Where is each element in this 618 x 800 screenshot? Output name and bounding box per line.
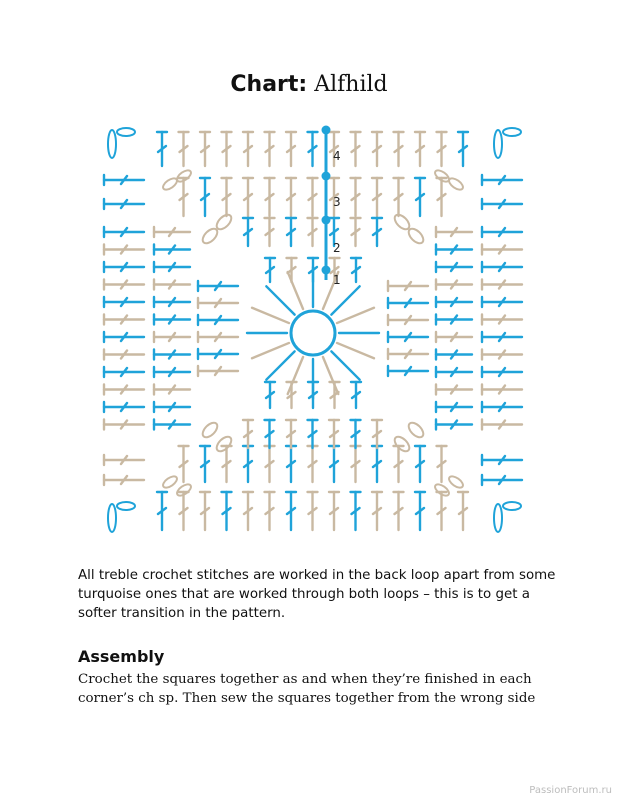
chain-stitch-116 bbox=[108, 504, 116, 532]
round1-treble-9 bbox=[252, 308, 289, 323]
treble-stitch-109 bbox=[482, 455, 522, 465]
treble-stitch-111 bbox=[482, 475, 522, 485]
treble-stitch-147 bbox=[351, 420, 361, 448]
treble-stitch-50 bbox=[329, 446, 339, 482]
chain-stitch-114 bbox=[494, 130, 502, 158]
treble-stitch-138 bbox=[265, 218, 275, 246]
round-start-dot-1 bbox=[322, 266, 331, 275]
treble-stitch-66 bbox=[482, 262, 522, 272]
round1-treble-3 bbox=[323, 357, 338, 394]
treble-stitch-36 bbox=[329, 492, 339, 530]
treble-stitch-41 bbox=[437, 492, 447, 530]
treble-stitch-77 bbox=[154, 315, 190, 325]
treble-stitch-30 bbox=[200, 492, 210, 530]
treble-stitch-171 bbox=[351, 382, 361, 408]
treble-stitch-43 bbox=[179, 446, 189, 482]
treble-stitch-57 bbox=[154, 227, 190, 237]
treble-stitch-158 bbox=[198, 349, 238, 359]
treble-stitch-170 bbox=[351, 258, 361, 282]
treble-stitch-151 bbox=[388, 281, 428, 291]
treble-stitch-48 bbox=[286, 446, 296, 482]
round1-treble-7 bbox=[252, 343, 289, 358]
treble-stitch-38 bbox=[372, 492, 382, 530]
treble-stitch-143 bbox=[308, 420, 318, 448]
treble-stitch-0 bbox=[157, 132, 167, 166]
treble-stitch-70 bbox=[482, 280, 522, 290]
round-start-dot-4 bbox=[322, 126, 331, 135]
treble-stitch-89 bbox=[154, 367, 190, 377]
chart-title bbox=[0, 70, 618, 100]
treble-stitch-139 bbox=[265, 420, 275, 448]
treble-stitch-27 bbox=[437, 178, 447, 216]
treble-stitch-67 bbox=[436, 262, 472, 272]
treble-stitch-11 bbox=[394, 132, 404, 166]
treble-stitch-16 bbox=[200, 178, 210, 216]
treble-stitch-26 bbox=[415, 178, 425, 216]
treble-stitch-103 bbox=[436, 420, 472, 430]
treble-stitch-152 bbox=[198, 298, 238, 308]
treble-stitch-25 bbox=[394, 178, 404, 216]
treble-stitch-29 bbox=[179, 492, 189, 530]
chain-stitch-115 bbox=[503, 128, 521, 136]
chain-stitch-125 bbox=[175, 482, 193, 498]
stitch-note: All treble crochet stitches are worked in the back loop apart from some turquoise ones that are worked through both loops – this is to get a softer transition in the pattern. bbox=[78, 568, 556, 621]
treble-stitch-49 bbox=[308, 446, 318, 482]
treble-stitch-37 bbox=[351, 492, 361, 530]
chain-stitch-126 bbox=[447, 474, 465, 490]
round1-treble-11 bbox=[288, 272, 303, 309]
treble-stitch-136 bbox=[243, 218, 253, 246]
treble-stitch-72 bbox=[104, 297, 144, 307]
round-label-3: 3 bbox=[333, 195, 341, 209]
round-start-dot-3 bbox=[322, 172, 331, 181]
treble-stitch-39 bbox=[394, 492, 404, 530]
treble-stitch-99 bbox=[436, 402, 472, 412]
treble-stitch-64 bbox=[104, 262, 144, 272]
treble-stitch-85 bbox=[154, 350, 190, 360]
treble-stitch-1 bbox=[179, 132, 189, 166]
treble-stitch-71 bbox=[436, 280, 472, 290]
round1-treble-5 bbox=[288, 357, 303, 394]
treble-stitch-34 bbox=[286, 492, 296, 530]
treble-stitch-157 bbox=[388, 332, 428, 342]
chain-stitch-133 bbox=[214, 434, 234, 454]
treble-stitch-159 bbox=[388, 349, 428, 359]
treble-stitch-65 bbox=[154, 262, 190, 272]
treble-stitch-93 bbox=[154, 385, 190, 395]
treble-stitch-47 bbox=[265, 446, 275, 482]
treble-stitch-56 bbox=[104, 227, 144, 237]
chain-stitch-117 bbox=[117, 502, 135, 510]
chain-stitch-119 bbox=[503, 502, 521, 510]
round-start-dot-2 bbox=[322, 216, 331, 225]
chain-stitch-135 bbox=[392, 434, 412, 454]
treble-stitch-13 bbox=[437, 132, 447, 166]
treble-stitch-101 bbox=[154, 420, 190, 430]
chain-stitch-123 bbox=[433, 168, 451, 184]
treble-stitch-84 bbox=[104, 350, 144, 360]
treble-stitch-4 bbox=[243, 132, 253, 166]
treble-stitch-9 bbox=[351, 132, 361, 166]
treble-stitch-15 bbox=[179, 178, 189, 216]
treble-stitch-92 bbox=[104, 385, 144, 395]
treble-stitch-46 bbox=[243, 446, 253, 482]
treble-stitch-107 bbox=[482, 199, 522, 209]
treble-stitch-6 bbox=[286, 132, 296, 166]
treble-stitch-142 bbox=[308, 218, 318, 246]
treble-stitch-110 bbox=[104, 475, 144, 485]
treble-stitch-73 bbox=[154, 297, 190, 307]
treble-stitch-74 bbox=[482, 297, 522, 307]
treble-stitch-5 bbox=[265, 132, 275, 166]
chain-stitch-113 bbox=[117, 128, 135, 136]
round1-treble-2 bbox=[331, 351, 359, 379]
treble-stitch-28 bbox=[157, 492, 167, 530]
treble-stitch-90 bbox=[482, 367, 522, 377]
treble-stitch-10 bbox=[372, 132, 382, 166]
treble-stitch-162 bbox=[265, 258, 275, 282]
treble-stitch-44 bbox=[200, 446, 210, 482]
treble-stitch-91 bbox=[436, 367, 472, 377]
treble-stitch-24 bbox=[372, 178, 382, 216]
treble-stitch-7 bbox=[308, 132, 318, 166]
treble-stitch-153 bbox=[388, 298, 428, 308]
round1-treble-6 bbox=[266, 351, 294, 379]
treble-stitch-154 bbox=[198, 315, 238, 325]
treble-stitch-150 bbox=[198, 281, 238, 291]
assembly-text: Crochet the squares together as and when they’re finished in each corner’s ch sp. Then sew the squares together from the wrong side bbox=[78, 672, 536, 706]
treble-stitch-42 bbox=[458, 492, 468, 530]
treble-stitch-148 bbox=[372, 218, 382, 246]
chain-stitch-134 bbox=[406, 420, 426, 440]
round1-treble-15 bbox=[337, 308, 374, 323]
treble-stitch-2 bbox=[200, 132, 210, 166]
treble-stitch-82 bbox=[482, 332, 522, 342]
treble-stitch-140 bbox=[286, 218, 296, 246]
treble-stitch-23 bbox=[351, 178, 361, 216]
treble-stitch-161 bbox=[388, 366, 428, 376]
treble-stitch-76 bbox=[104, 315, 144, 325]
round1-treble-14 bbox=[331, 286, 359, 314]
treble-stitch-20 bbox=[286, 178, 296, 216]
chain-stitch-118 bbox=[494, 504, 502, 532]
treble-stitch-145 bbox=[329, 420, 339, 448]
treble-stitch-146 bbox=[351, 218, 361, 246]
treble-stitch-97 bbox=[154, 402, 190, 412]
treble-stitch-156 bbox=[198, 332, 238, 342]
magic-ring bbox=[291, 311, 335, 355]
treble-stitch-18 bbox=[243, 178, 253, 216]
round1-treble-10 bbox=[266, 286, 294, 314]
treble-stitch-95 bbox=[436, 385, 472, 395]
treble-stitch-78 bbox=[482, 315, 522, 325]
treble-stitch-106 bbox=[104, 199, 144, 209]
treble-stitch-83 bbox=[436, 332, 472, 342]
chain-stitch-112 bbox=[108, 130, 116, 158]
treble-stitch-100 bbox=[104, 420, 144, 430]
chain-stitch-132 bbox=[200, 420, 220, 440]
treble-stitch-149 bbox=[372, 420, 382, 448]
treble-stitch-58 bbox=[482, 227, 522, 237]
treble-stitch-79 bbox=[436, 315, 472, 325]
treble-stitch-141 bbox=[286, 420, 296, 448]
treble-stitch-104 bbox=[104, 175, 144, 185]
treble-stitch-51 bbox=[351, 446, 361, 482]
assembly-heading: Assembly bbox=[78, 647, 165, 666]
treble-stitch-21 bbox=[308, 178, 318, 216]
treble-stitch-105 bbox=[482, 175, 522, 185]
treble-stitch-81 bbox=[154, 332, 190, 342]
treble-stitch-88 bbox=[104, 367, 144, 377]
treble-stitch-102 bbox=[482, 420, 522, 430]
chain-stitch-131 bbox=[392, 212, 412, 232]
chain-stitch-121 bbox=[175, 168, 193, 184]
treble-stitch-60 bbox=[104, 245, 144, 255]
round-label-1: 1 bbox=[333, 273, 341, 287]
treble-stitch-40 bbox=[415, 492, 425, 530]
treble-stitch-31 bbox=[222, 492, 232, 530]
watermark: PassionForum.ru bbox=[529, 785, 612, 796]
treble-stitch-62 bbox=[482, 245, 522, 255]
treble-stitch-53 bbox=[394, 446, 404, 482]
round1-treble-1 bbox=[337, 343, 374, 358]
treble-stitch-54 bbox=[415, 446, 425, 482]
chain-stitch-124 bbox=[161, 474, 179, 490]
treble-stitch-68 bbox=[104, 280, 144, 290]
treble-stitch-163 bbox=[265, 382, 275, 408]
treble-stitch-94 bbox=[482, 385, 522, 395]
treble-stitch-87 bbox=[436, 350, 472, 360]
treble-stitch-108 bbox=[104, 455, 144, 465]
chain-stitch-129 bbox=[214, 212, 234, 232]
chart-title-prefix: Chart: bbox=[230, 72, 308, 97]
chain-stitch-127 bbox=[433, 482, 451, 498]
treble-stitch-17 bbox=[222, 178, 232, 216]
treble-stitch-3 bbox=[222, 132, 232, 166]
treble-stitch-75 bbox=[436, 297, 472, 307]
round-label-4: 4 bbox=[333, 149, 341, 163]
treble-stitch-59 bbox=[436, 227, 472, 237]
treble-stitch-14 bbox=[458, 132, 468, 166]
treble-stitch-98 bbox=[482, 402, 522, 412]
treble-stitch-52 bbox=[372, 446, 382, 482]
chart-title-name: Alfhild bbox=[314, 72, 388, 97]
treble-stitch-160 bbox=[198, 366, 238, 376]
treble-stitch-155 bbox=[388, 315, 428, 325]
treble-stitch-80 bbox=[104, 332, 144, 342]
treble-stitch-19 bbox=[265, 178, 275, 216]
round-label-2: 2 bbox=[333, 241, 341, 255]
treble-stitch-86 bbox=[482, 350, 522, 360]
treble-stitch-33 bbox=[265, 492, 275, 530]
treble-stitch-12 bbox=[415, 132, 425, 166]
treble-stitch-69 bbox=[154, 280, 190, 290]
treble-stitch-63 bbox=[436, 245, 472, 255]
treble-stitch-35 bbox=[308, 492, 318, 530]
treble-stitch-96 bbox=[104, 402, 144, 412]
treble-stitch-55 bbox=[437, 446, 447, 482]
treble-stitch-32 bbox=[243, 492, 253, 530]
treble-stitch-137 bbox=[243, 420, 253, 448]
crochet-chart bbox=[98, 120, 528, 540]
treble-stitch-61 bbox=[154, 245, 190, 255]
